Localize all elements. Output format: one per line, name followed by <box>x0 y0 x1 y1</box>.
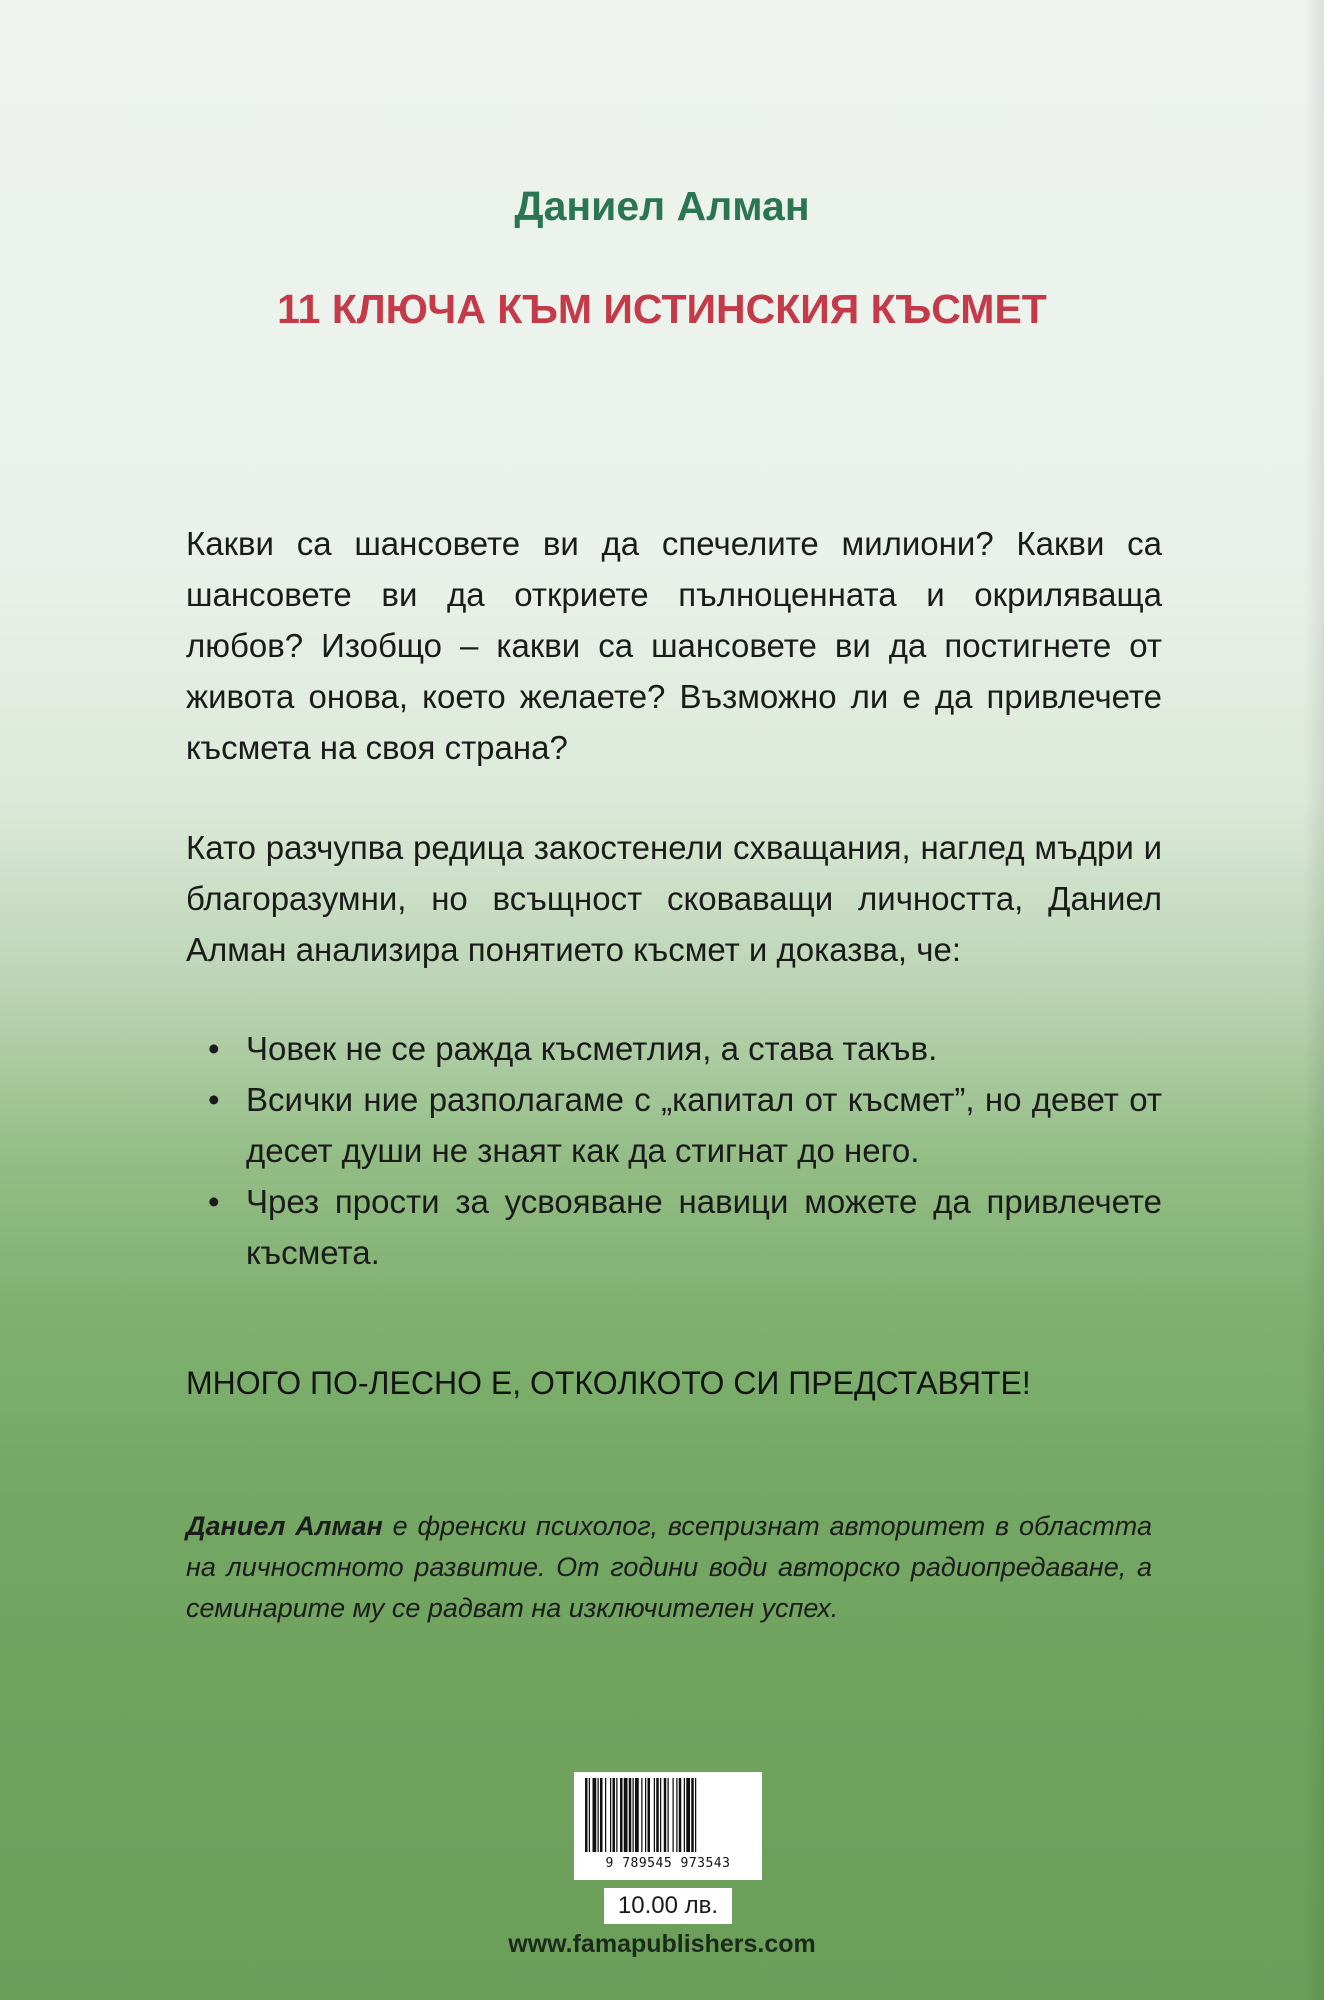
description-paragraph-2: Като разчупва редица закостенели схващания, наглед мъдри и благоразумни, но всъщност сковаващи личността, Даниел Алман анализира понятието късмет и доказва, че: <box>186 829 1162 968</box>
list-item: • Човек не се ражда късметлия, а става такъв. <box>206 1023 1162 1074</box>
author-bio <box>186 1506 1152 1629</box>
isbn-number: 9 789545 973543 <box>605 1856 731 1871</box>
slogan: МНОГО ПО-ЛЕСНО Е, ОТКОЛКОТО СИ ПРЕДСТАВЯТЕ! <box>186 1365 1031 1401</box>
cover-edge-shadow <box>1304 0 1324 2000</box>
key-points-list <box>206 1023 1162 1278</box>
author-bio-name: Даниел Алман <box>186 1511 383 1541</box>
price-label: 10.00 лв. <box>604 1888 732 1924</box>
book-title: 11 КЛЮЧА КЪМ ИСТИНСКИЯ КЪСМЕТ <box>277 286 1047 332</box>
list-item: • Чрез прости за усвояване навици можете да привлечете късмета. <box>206 1176 1162 1278</box>
publisher-website: www.famapublishers.com <box>508 1930 816 1958</box>
barcode-icon <box>583 1778 753 1856</box>
author-name: Даниел Алман <box>514 183 810 229</box>
author-bio-text: е френски психолог, всепризнат авторитет в областта на личностното развитие. От години води авторско радиопредаване, а семинарите му се радват на изключителен успех. <box>186 1511 1152 1623</box>
isbn-barcode <box>574 1772 762 1880</box>
list-item: • Всички ние разполагаме с „капитал от късмет”, но девет от десет души не знаят как да стигнат до него. <box>206 1074 1162 1176</box>
description-paragraph-1: Какви са шансовете ви да спечелите милиони? Какви са шансовете ви да откриете пълноценната и окриляваща любов? Изобщо – какви са шансовете ви да постигнете от живота онова, което желаете? Възможно ли е да привлечете късмета на своя страна? <box>186 525 1162 766</box>
